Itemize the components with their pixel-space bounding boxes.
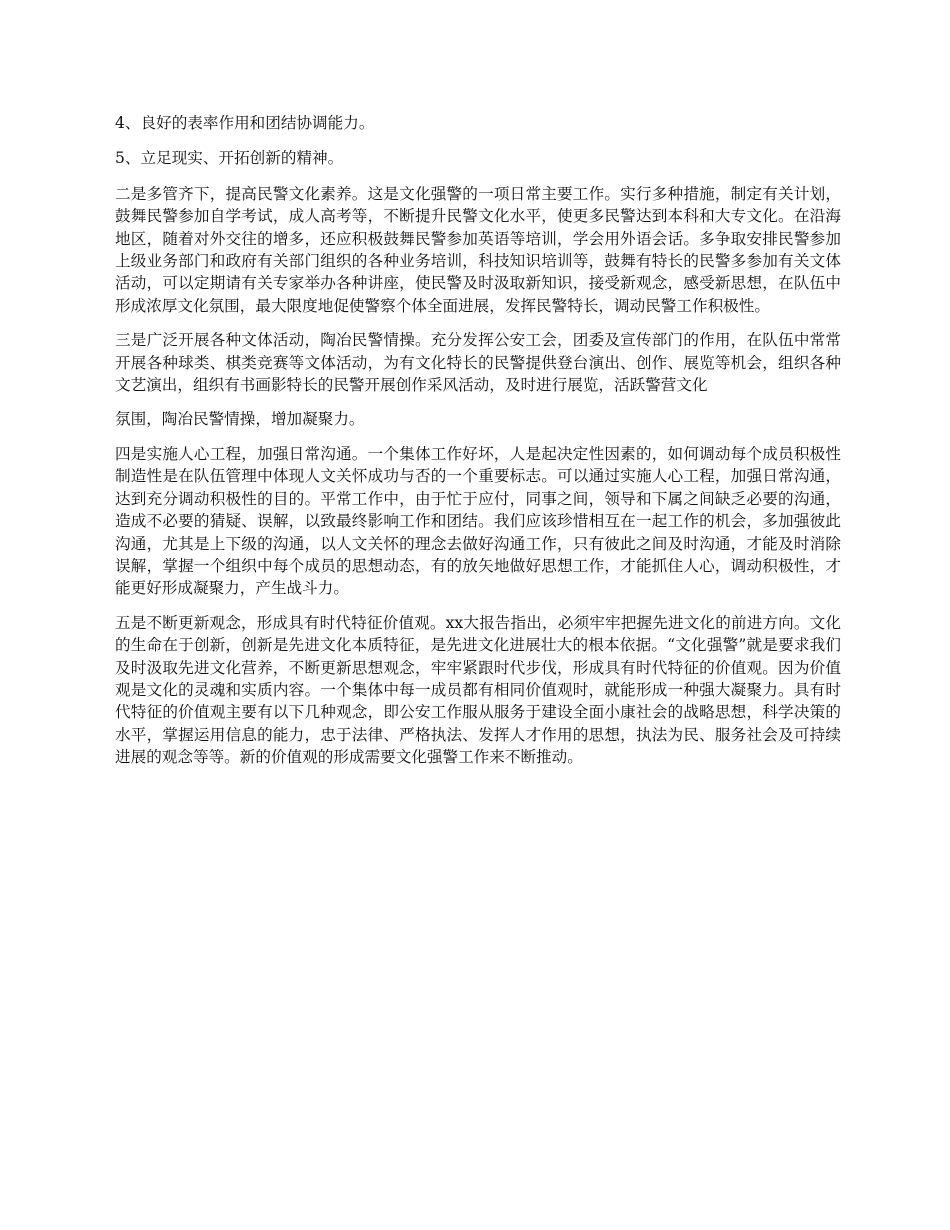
paragraph-communication: 四是实施人心工程，加强日常沟通。一个集体工作好坏，人是起决定性因素的，如何调动每个成员积极性制造性是在队伍管理中体现人文关怀成功与否的一个重要标志。可以通过实施人心工程，加强日常沟通，达到充分调动积极性的目的。平常工作中，由于忙于应付，同事之间，领导和下属之间缺乏必要的沟通，造成不必要的猜疑、误解，以致最终影响工作和团结。我们应该珍惜相互在一起工作的机会，多加强彼此沟通，尤其是上下级的沟通，以人文关怀的理念去做好沟通工作，只有彼此之间及时沟通，才能及时消除误解，掌握一个组织中每个成员的思想动态，有的放矢地做好思想工作，才能抓住人心，调动积极性，才能更好形成凝聚力，产生战斗力。 — [115, 444, 841, 598]
paragraph-values: 五是不断更新观念，形成具有时代特征价值观。xx大报告指出，必须牢牢把握先进文化的前进方向。文化的生命在于创新，创新是先进文化本质特征，是先进文化进展壮大的根本依据。“文化强警”就是要求我们及时汲取先进文化营养，不断更新思想观念，牢牢紧跟时代步伐，形成具有时代特征的价值观。因为价值观是文化的灵魂和实质内容。一个集体中每一成员都有相同价值观时，就能形成一种强大凝聚力。具有时代特征的价值观主要有以下几种观念，即公安工作服从服务于建设全面小康社会的战略思想，科学决策的水平，掌握运用信息的能力，忠于法律、严格执法、发挥人才作用的思想，执法为民、服务社会及可持续进展的观念等等。新的价值观的形成需要文化强警工作来不断推动。 — [115, 613, 841, 767]
paragraph-culture-literacy: 二是多管齐下，提高民警文化素养。这是文化强警的一项日常主要工作。实行多种措施，制定有关计划，鼓舞民警参加自学考试，成人高考等，不断提升民警文化水平，使更多民警达到本科和大专文化。在沿海地区，随着对外交往的增多，还应积极鼓舞民警参加英语等培训，学会用外语会话。多争取安排民警参加上级业务部门和政府有关部门组织的各种业务培训，科技知识培训等，鼓舞有特长的民警多参加有关文体活动，可以定期请有关专家举办各种讲座，使民警及时汲取新知识，接受新观念，感受新思想，在队伍中形成浓厚文化氛围，最大限度地促使警察个体全面进展，发挥民警特长，调动民警工作积极性。 — [115, 184, 841, 315]
paragraph-atmosphere: 氛围，陶冶民警情操，增加凝聚力。 — [115, 410, 365, 429]
document-body — [115, 112, 841, 781]
paragraph-cultural-activities: 三是广泛开展各种文体活动，陶冶民警情操。充分发挥公安工会，团委及宣传部门的作用，在队伍中常常开展各种球类、棋类竞赛等文体活动，为有文化特长的民警提供登台演出、创作、展览等机会，组织各种文艺演出，组织有书画影特长的民警开展创作采风活动，及时进行展览，活跃警营文化 — [115, 331, 841, 395]
list-item-4: 4、良好的表率作用和团结协调能力。 — [115, 114, 375, 132]
list-item-5: 5、立足现实、开拓创新的精神。 — [115, 149, 344, 168]
